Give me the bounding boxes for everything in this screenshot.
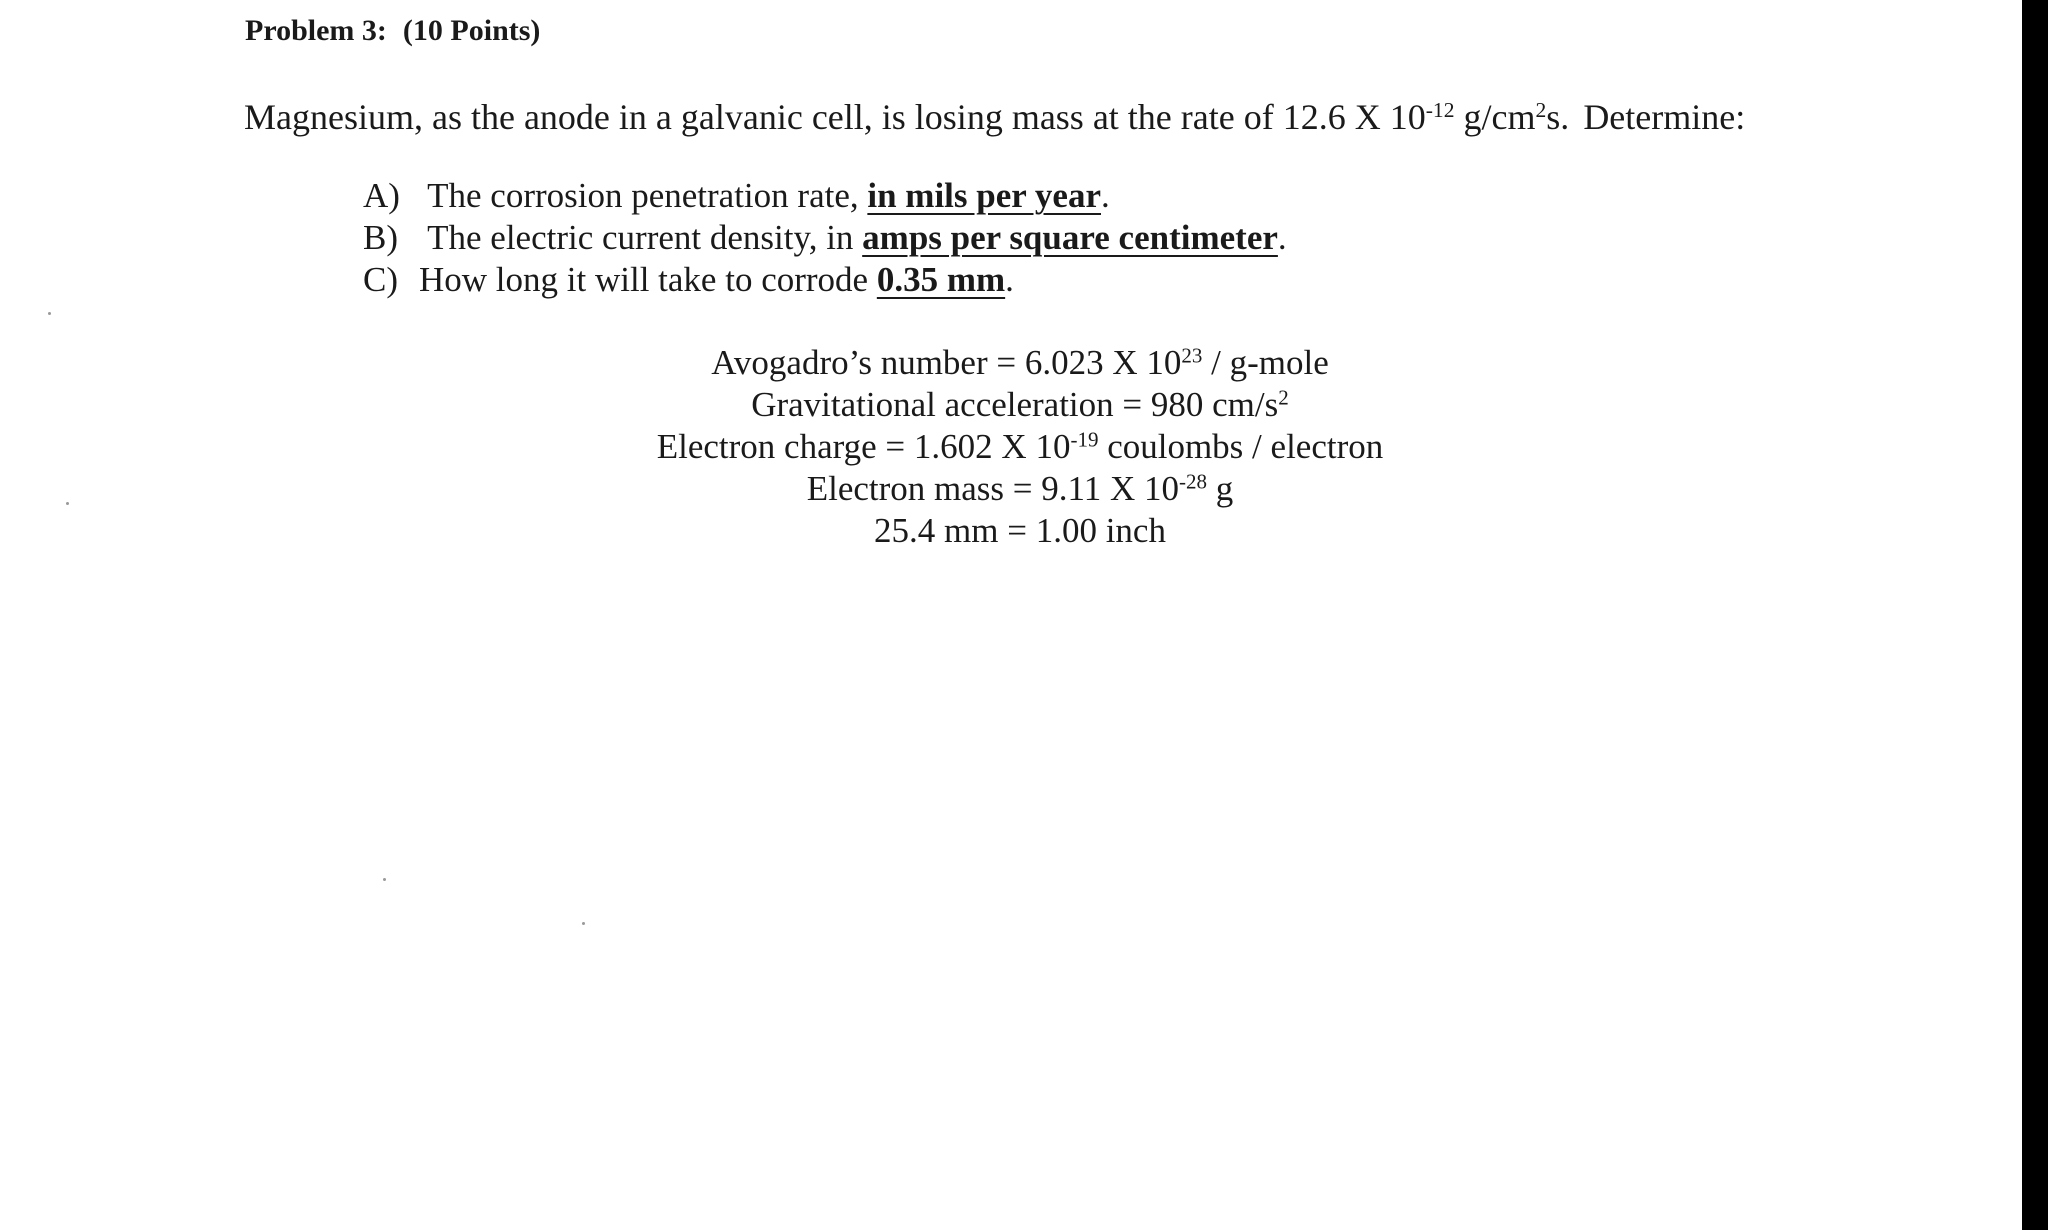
- part-label: B): [363, 218, 398, 257]
- constant-text: Gravitational acceleration = 980 cm/s: [751, 385, 1279, 424]
- constant-text: Electron mass = 9.11 X 10: [806, 469, 1180, 508]
- constant-electron-mass: [620, 468, 1420, 510]
- scan-speck: [582, 922, 585, 925]
- units-tail: s.: [1546, 97, 1570, 137]
- scan-speck: [383, 878, 386, 881]
- constant-text: Electron charge = 1.602 X 10: [656, 427, 1071, 466]
- constant-exponent: -28: [1179, 469, 1208, 494]
- part-end: .: [1005, 260, 1014, 299]
- part-text: The corrosion penetration rate,: [427, 176, 868, 215]
- constant-exponent: -19: [1070, 427, 1099, 452]
- part-label: C): [363, 260, 398, 299]
- problem-heading: [245, 14, 540, 48]
- constant-avogadro: [620, 342, 1420, 384]
- units-base: g/cm: [1463, 97, 1536, 137]
- scan-speck: [48, 312, 51, 315]
- constant-tail: coulombs / electron: [1098, 427, 1384, 466]
- constant-text: Avogadro’s number = 6.023 X 10: [711, 343, 1182, 382]
- constant-exponent: 2: [1278, 385, 1289, 410]
- constant-conversion: [620, 510, 1420, 552]
- question-parts: [363, 175, 1287, 301]
- constant-exponent: 23: [1181, 343, 1203, 368]
- part-b: [363, 217, 1287, 259]
- part-end: .: [1277, 218, 1287, 257]
- problem-label: Problem 3:: [245, 14, 387, 47]
- part-end: .: [1101, 176, 1110, 215]
- units-exponent: 2: [1535, 98, 1547, 123]
- part-label: A): [363, 176, 400, 215]
- constants-list: [620, 342, 1420, 552]
- part-c: [363, 259, 1287, 301]
- statement-units: [1464, 97, 1570, 137]
- part-emphasis: 0.35 mm: [876, 260, 1006, 299]
- part-emphasis: in mils per year: [867, 176, 1101, 215]
- part-text: The electric current density, in: [427, 218, 863, 257]
- part-emphasis: amps per square centimeter: [862, 218, 1278, 257]
- statement-text: Magnesium, as the anode in a galvanic cell, is losing mass at the rate of 12.6 X 10: [244, 97, 1426, 137]
- constant-gravity: [620, 384, 1420, 426]
- scan-border: [2022, 0, 2048, 1230]
- part-text: How long it will take to corrode: [419, 260, 877, 299]
- statement-exponent: -12: [1425, 98, 1455, 123]
- scan-speck: [66, 502, 69, 505]
- statement-prompt: Determine:: [1583, 97, 1746, 137]
- constant-tail: / g-mole: [1202, 343, 1329, 382]
- problem-points: (10 Points): [402, 14, 541, 47]
- constant-text: 25.4 mm = 1.00 inch: [874, 511, 1166, 550]
- constant-tail: g: [1207, 469, 1234, 508]
- problem-statement: [244, 96, 1745, 138]
- part-a: [363, 175, 1287, 217]
- constant-electron-charge: [620, 426, 1420, 468]
